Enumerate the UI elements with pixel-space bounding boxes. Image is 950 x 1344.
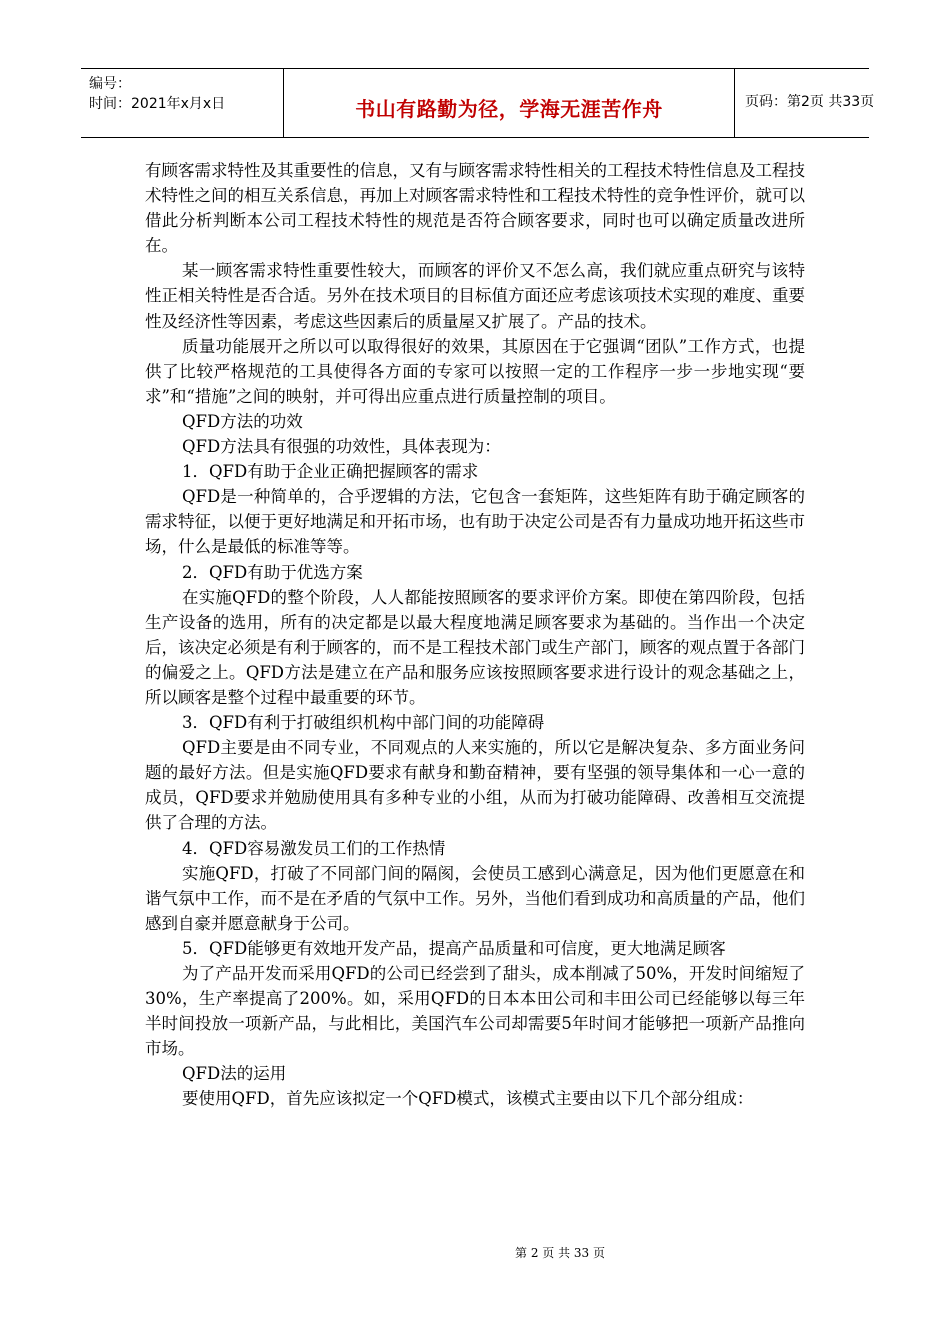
header-motto: 书山有路勤为径，学海无涯苦作舟 — [355, 97, 663, 121]
paragraph: QFD方法具有很强的功效性，具体表现为： — [182, 437, 501, 457]
document-time-label: 时间：2021年x月x日 — [89, 96, 226, 112]
header-motto-cell — [283, 69, 735, 137]
paragraph: QFD主要是由不同专业，不同观点的人来实施的，所以它是解决复杂、多方面业务问题的最好方法。但是实施QFD要求有献身和勤奋精神，要有坚强的领导集体和一心一意的成员，QFD要求并勉励使用具有多种专业的小组，从而为打破功能障碍、改善相互交流提供了合理的方法。 — [145, 738, 805, 833]
paragraph: 为了产品开发而采用QFD的公司已经尝到了甜头，成本削减了50%，开发时间缩短了30%，生产率提高了200%。如，采用QFD的日本本田公司和丰田公司已经能够以每三年半时间投放一项新产品，与此相比，美国汽车公司却需要5年时间才能够把一项新产品推向市场。 — [145, 964, 805, 1059]
paragraph: 要使用QFD，首先应该拟定一个QFD模式，该模式主要由以下几个部分组成： — [182, 1089, 754, 1109]
header-page-cell — [735, 69, 875, 137]
list-item-heading: 3．QFD有利于打破组织机构中部门间的功能障碍 — [182, 713, 545, 733]
footer-page-number: 第 2 页 共 33 页 — [515, 1246, 605, 1260]
document-number-label: 编号： — [89, 76, 131, 92]
page-footer — [0, 1244, 950, 1261]
header-info-cell — [81, 69, 283, 137]
paragraph: 某一顾客需求特性重要性较大，而顾客的评价又不怎么高，我们就应重点研究与该特性正相关特性是否合适。另外在技术项目的目标值方面还应考虑该项技术实现的难度、重要性及经济性等因素，考虑这些因素后的质量屋又扩展了。产品的技术。 — [145, 261, 805, 331]
section-heading: QFD法的运用 — [182, 1064, 287, 1084]
paragraph: QFD是一种简单的，合乎逻辑的方法，它包含一套矩阵，这些矩阵有助于确定顾客的需求特征，以便于更好地满足和开拓市场，也有助于决定公司是否有力量成功地开拓这些市场，什么是最低的标准等等。 — [145, 487, 805, 557]
page-header — [81, 68, 875, 138]
list-item-heading: 2．QFD有助于优选方案 — [182, 562, 363, 582]
paragraph: 在实施QFD的整个阶段，人人都能按照顾客的要求评价方案。即使在第四阶段，包括生产设备的选用，所有的决定都是以最大程度地满足顾客要求为基础的。当作出一个决定后，该决定必须是有利于顾客的，而不是工程技术部门或生产部门，顾客的观点置于各部门的偏爱之上。QFD方法是建立在产品和服务应该按照顾客要求进行设计的观念基础之上，所以顾客是整个过程中最重要的环节。 — [145, 587, 805, 707]
list-item-heading: 5．QFD能够更有效地开发产品，提高产品质量和可信度，更大地满足顾客 — [182, 938, 726, 958]
list-item-heading: 4．QFD容易激发员工们的工作热情 — [182, 838, 446, 858]
paragraph: 实施QFD，打破了不同部门间的隔阂，会使员工感到心满意足，因为他们更愿意在和谐气氛中工作，而不是在矛盾的气氛中工作。另外，当他们看到成功和高质量的产品，他们感到自豪并愿意献身于公司。 — [145, 863, 805, 933]
paragraph: 有顾客需求特性及其重要性的信息，又有与顾客需求特性相关的工程技术特性信息及工程技术特性之间的相互关系信息，再加上对顾客需求特性和工程技术特性的竞争性评价，就可以借此分析判断本公司工程技术特性的规范是否符合顾客要求，同时也可以确定质量改进所在。 — [145, 161, 805, 256]
document-body — [145, 158, 805, 1112]
list-item-heading: 1．QFD有助于企业正确把握顾客的需求 — [182, 462, 479, 482]
section-heading: QFD方法的功效 — [182, 411, 303, 431]
paragraph: 质量功能展开之所以可以取得很好的效果，其原因在于它强调“团队”工作方式，也提供了比较严格规范的工具使得各方面的专家可以按照一定的工作程序一步一步地实现“要求”和“措施”之间的映射，并可得出应重点进行质量控制的项目。 — [145, 336, 805, 406]
header-page-number: 页码：第2页 共33页 — [745, 94, 875, 110]
